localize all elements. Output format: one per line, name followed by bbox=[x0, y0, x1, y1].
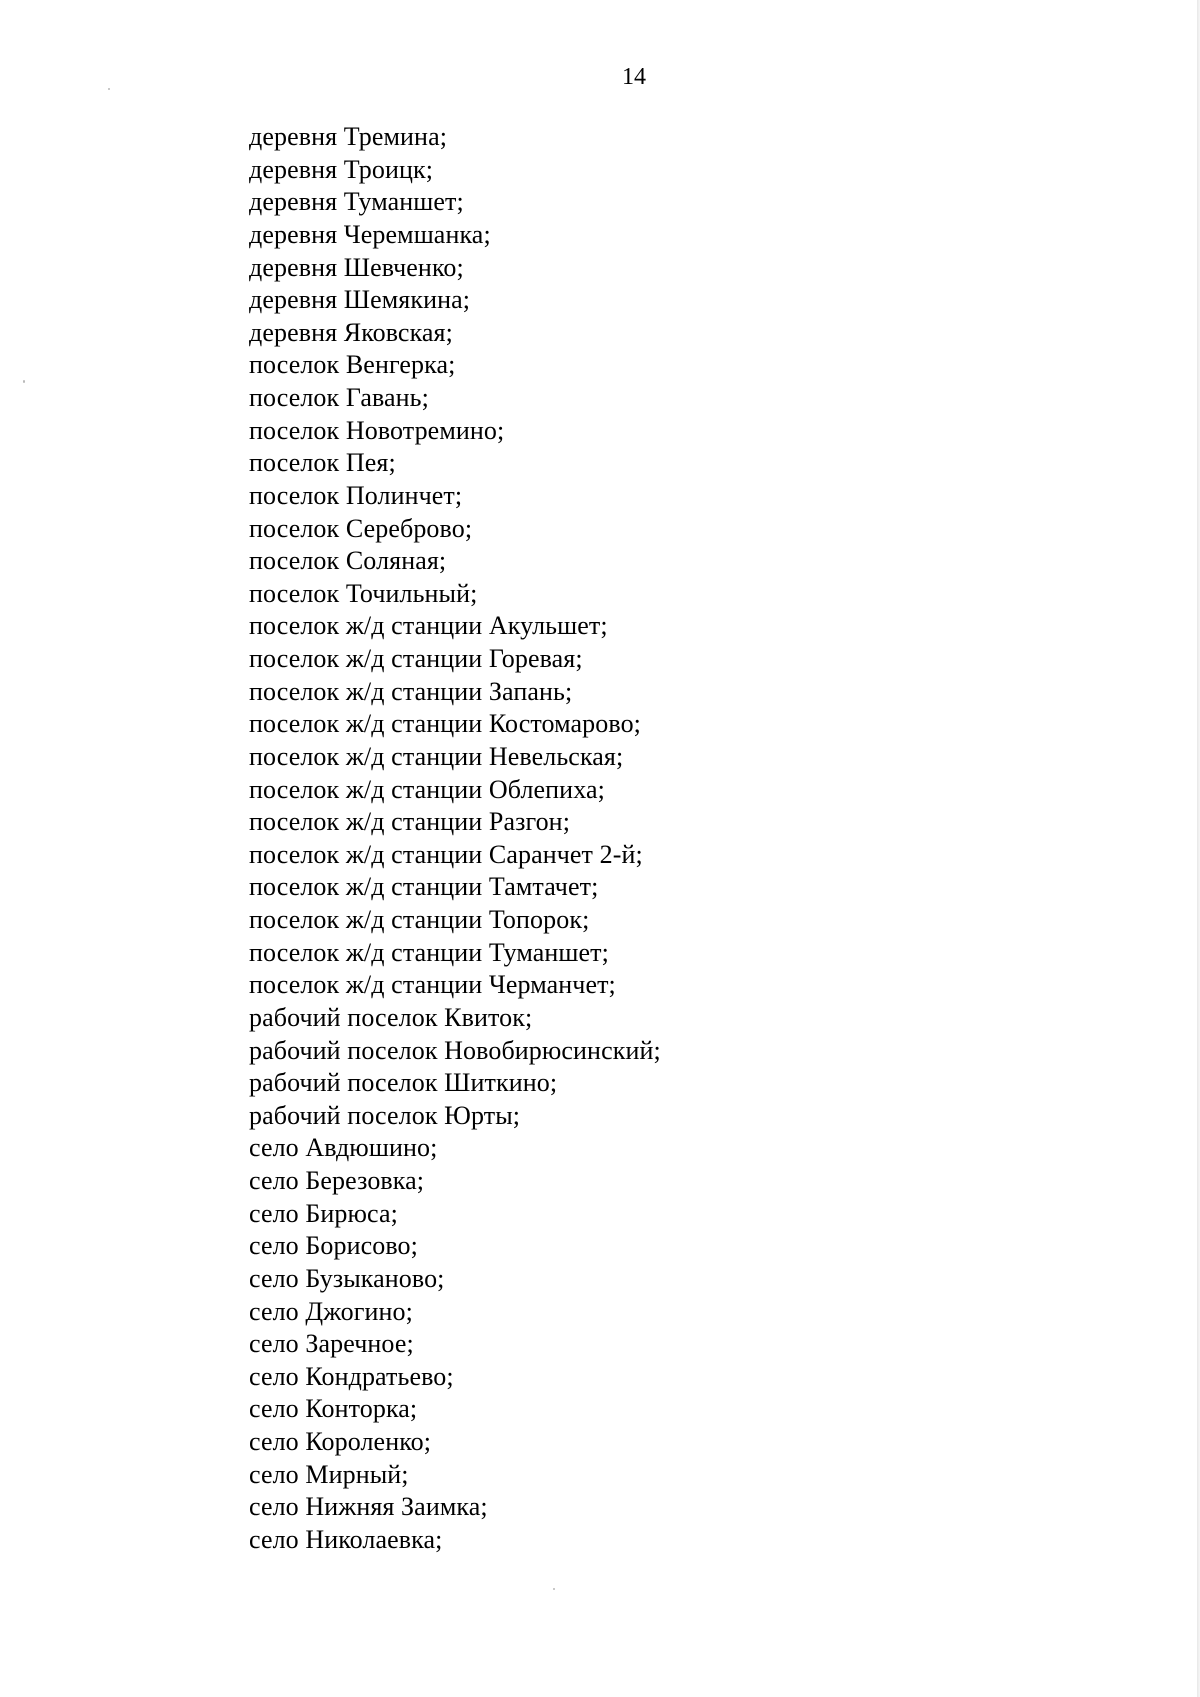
list-item: поселок ж/д станции Саранчет 2-й; bbox=[249, 839, 643, 869]
list-item: деревня Туманшет; bbox=[249, 187, 464, 217]
list-item: село Березовка; bbox=[249, 1166, 425, 1195]
list-item: село Бузыканово; bbox=[249, 1263, 445, 1293]
list-item: деревня Троицк; bbox=[249, 154, 434, 184]
list-item: деревня Яковская; bbox=[249, 317, 453, 347]
list-item: село Кондратьево; bbox=[249, 1361, 454, 1391]
list-item: поселок Точильный; bbox=[249, 578, 478, 608]
list-item: село Николаевка; bbox=[249, 1524, 443, 1554]
list-item: рабочий поселок Юрты; bbox=[249, 1100, 521, 1130]
list-item: поселок ж/д станции Черманчет; bbox=[249, 970, 616, 1000]
list-item: поселок Полинчет; bbox=[249, 480, 463, 510]
list-item: деревня Черемшанка; bbox=[249, 219, 491, 249]
list-item: поселок ж/д станции Разгон; bbox=[249, 807, 571, 837]
list-item: село Конторка; bbox=[249, 1394, 418, 1424]
list-item: поселок Сереброво; bbox=[249, 513, 473, 543]
list-item: поселок ж/д станции Тамтачет; bbox=[249, 872, 599, 902]
list-item: поселок ж/д станции Запань; bbox=[249, 676, 573, 706]
list-item: деревня Тремина; bbox=[249, 122, 448, 151]
list-item: рабочий поселок Шиткино; bbox=[249, 1068, 558, 1098]
settlement-list bbox=[249, 121, 661, 1557]
list-item: село Короленко; bbox=[249, 1427, 432, 1456]
list-item: рабочий поселок Новобирюсинский; bbox=[249, 1035, 661, 1065]
list-item: поселок ж/д станции Облепиха; bbox=[249, 774, 605, 804]
page-number: 14 bbox=[622, 64, 646, 90]
list-item: поселок ж/д станции Горевая; bbox=[249, 644, 583, 673]
list-item: село Мирный; bbox=[249, 1459, 409, 1489]
list-item: рабочий поселок Квиток; bbox=[249, 1002, 533, 1032]
list-item: село Нижняя Заимка; bbox=[249, 1492, 488, 1522]
list-item: поселок Гавань; bbox=[249, 383, 429, 412]
list-item: поселок Венгерка; bbox=[249, 350, 456, 380]
list-item: село Борисово; bbox=[249, 1231, 418, 1261]
list-item: село Джогино; bbox=[249, 1296, 413, 1326]
list-item: поселок ж/д станции Невельская; bbox=[249, 741, 624, 771]
list-item: деревня Шевченко; bbox=[249, 252, 464, 282]
list-item: село Бирюса; bbox=[249, 1198, 398, 1228]
scan-speck bbox=[553, 1588, 555, 1590]
list-item: село Заречное; bbox=[249, 1329, 414, 1359]
list-item: поселок Соляная; bbox=[249, 546, 447, 576]
list-item: поселок ж/д станции Акульшет; bbox=[249, 611, 608, 641]
list-item: поселок ж/д станции Костомарово; bbox=[249, 709, 641, 739]
list-item: деревня Шемякина; bbox=[249, 285, 471, 315]
list-item: поселок ж/д станции Туманшет; bbox=[249, 937, 609, 967]
list-item: поселок Пея; bbox=[249, 448, 396, 478]
list-item: село Авдюшино; bbox=[249, 1133, 438, 1163]
scan-speck bbox=[23, 380, 25, 383]
list-item: поселок ж/д станции Топорок; bbox=[249, 905, 590, 934]
list-item: поселок Новотремино; bbox=[249, 415, 505, 445]
